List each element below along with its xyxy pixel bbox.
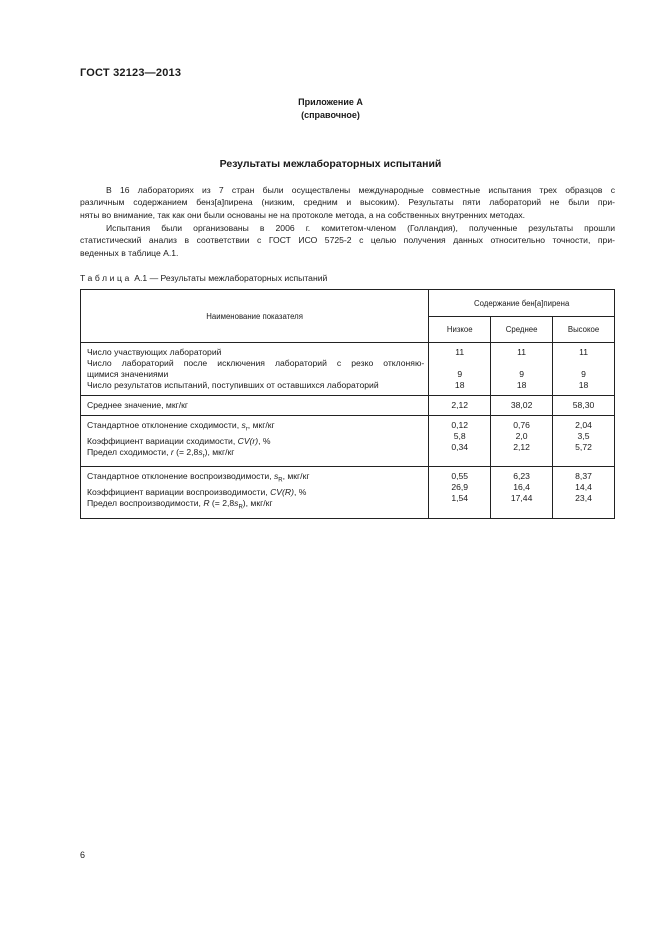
row-label: Предел воспроизводимости, R (= $2,8s_R$), мкг/кг — [87, 498, 273, 511]
cell-low — [429, 396, 491, 416]
cell-value: 14,4 — [575, 482, 592, 493]
row-label: Стандартное отклонение воспроизводимости, $s_R$, мкг/кг — [87, 471, 310, 485]
cell-high — [553, 467, 615, 518]
row-label: Число результатов испытаний, поступивших от оставшихся лабораторий — [87, 380, 379, 390]
cell-value: 0,34 — [451, 442, 469, 452]
annex-heading — [0, 96, 661, 122]
table-caption — [80, 273, 327, 283]
cell-value: 2,04 — [575, 420, 592, 430]
cell-value: 2,0 — [515, 431, 528, 441]
cell-value: 2,12 — [513, 442, 530, 452]
paragraph-line: веденных в таблице А.1. — [80, 247, 179, 258]
row-names-labs — [81, 343, 429, 396]
paragraph-line: В 16 лабораториях из 7 стран были осуществлены международные совместные испытания трех образцов с — [106, 185, 615, 195]
cell-value: 5,8 — [453, 431, 466, 441]
header-low: Низкое — [429, 317, 491, 343]
cell-high — [553, 416, 615, 467]
cell-medium — [491, 416, 553, 467]
table-row — [81, 343, 615, 396]
cell-high — [553, 396, 615, 416]
paragraph-line: статистический анализ в соответствии с ГОСТ ИСО 5725-2 с целью получения данных относительно точности, при- — [80, 235, 615, 246]
cell-value: 0,55 — [451, 471, 469, 482]
cell-value: 18 — [578, 380, 589, 390]
results-table — [80, 289, 615, 519]
annex-note: (справочное) — [301, 110, 360, 120]
paragraph-line: няты во внимание, так как они были основаны не на протоколе метода, а на собственных внутренних методах. — [80, 209, 526, 220]
cell-value: 11 — [579, 347, 588, 357]
table-caption-text: А.1 — Результаты межлабораторных испытаний — [131, 273, 328, 283]
cell-value: 38,02 — [510, 400, 533, 410]
cell-value: 9 — [581, 369, 586, 379]
row-label: Коэффициент вариации воспроизводимости, CV(R), % — [87, 487, 307, 498]
row-label: Стандартное отклонение сходимости, $s_r$, мкг/кг — [87, 420, 275, 433]
section-title: Результаты межлабораторных испытаний — [219, 158, 442, 170]
cell-value: 9 — [457, 369, 463, 379]
document-standard-header: ГОСТ 32123—2013 — [80, 67, 182, 79]
cell-medium — [491, 343, 553, 396]
paragraph-line: различным содержанием бенз[а]пирена (низким, средним и высоким). Результаты пяти лабораторий не были при- — [80, 197, 615, 208]
cell-value: 16,4 — [513, 482, 530, 493]
cell-value: 5,72 — [575, 442, 592, 452]
paragraph-1 — [80, 184, 615, 221]
cell-low — [429, 343, 491, 396]
row-label: щимися значениями — [87, 369, 169, 379]
cell-value: 6,23 — [513, 471, 530, 482]
header-medium: Среднее — [491, 317, 553, 343]
cell-low — [429, 416, 491, 467]
cell-value: 0,76 — [513, 420, 530, 430]
table-row — [81, 416, 615, 467]
cell-medium — [491, 467, 553, 518]
cell-value: 3,5 — [577, 431, 590, 441]
paragraph-2 — [80, 222, 615, 259]
cell-medium — [491, 396, 553, 416]
cell-value: 11 — [517, 347, 527, 357]
header-high: Высокое — [553, 317, 615, 343]
header-indicator-name: Наименование показателя — [81, 290, 429, 343]
row-names-repeatability — [81, 416, 429, 467]
table-caption-prefix: Таблица — [80, 273, 132, 283]
cell-value: 1,54 — [451, 493, 469, 504]
annex-label: Приложение А — [298, 97, 363, 107]
cell-value: 18 — [454, 380, 465, 390]
page-number: 6 — [80, 850, 86, 860]
row-names-mean — [81, 396, 429, 416]
header-content-group: Содержание бен[а]пирена — [429, 290, 615, 317]
cell-low — [429, 467, 491, 518]
row-label: Предел сходимости, r (= $2,8s_r$), мкг/кг — [87, 446, 235, 460]
cell-value: 8,37 — [575, 471, 592, 482]
cell-value: 2,12 — [451, 400, 469, 410]
cell-value: 18 — [516, 380, 527, 390]
row-label: Коэффициент вариации сходимости, CV(r), % — [87, 435, 271, 446]
row-label: Число участвующих лабораторий — [87, 347, 222, 357]
cell-value: 11 — [455, 347, 465, 357]
cell-value: 58,30 — [572, 400, 595, 410]
cell-high — [553, 343, 615, 396]
row-names-reproducibility — [81, 467, 429, 518]
cell-value: 26,9 — [451, 482, 469, 493]
table-row — [81, 467, 615, 518]
cell-value: 9 — [519, 369, 524, 379]
cell-value: 17,44 — [510, 493, 533, 504]
cell-value: 0,12 — [451, 420, 469, 430]
cell-value: 23,4 — [575, 493, 592, 504]
row-label: Число лабораторий после исключения лабораторий с резко отклоняю- — [87, 358, 425, 368]
table-row — [81, 396, 615, 416]
paragraph-line: Испытания были организованы в 2006 г. комитетом-членом (Голландия), полученные результаты прошли — [106, 223, 615, 233]
row-label: Среднее значение, мкг/кг — [87, 400, 189, 410]
